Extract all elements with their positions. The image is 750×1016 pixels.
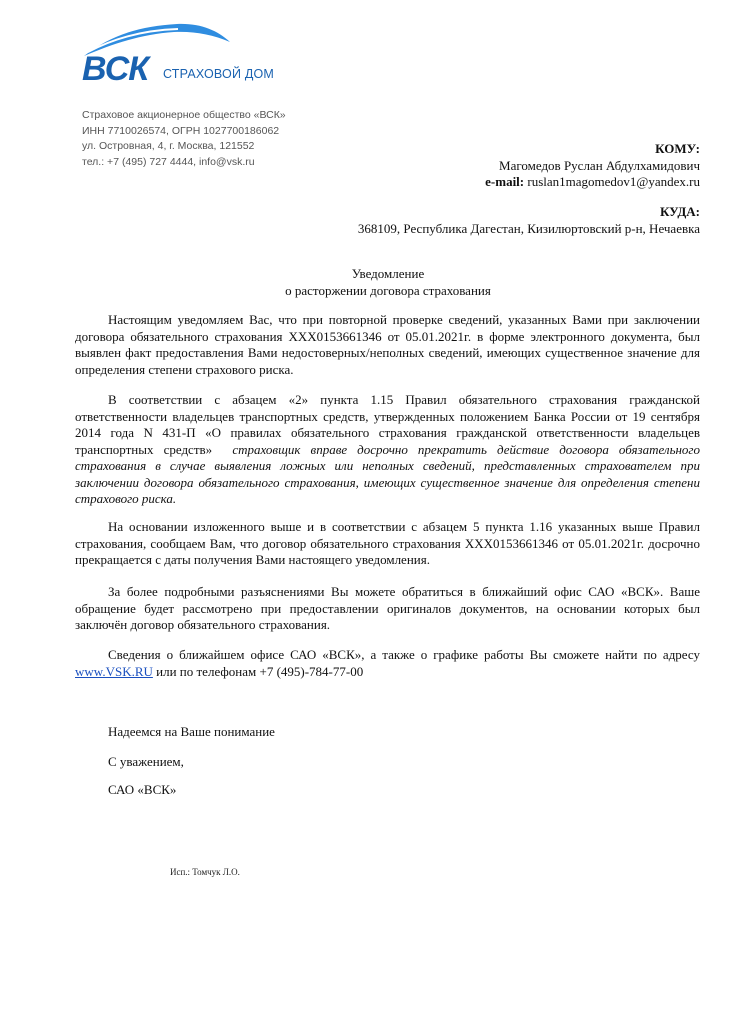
closing-hope: Надеемся на Ваше понимание xyxy=(108,724,275,739)
paragraph-5-phone: или по телефонам +7 (495)-784-77-00 xyxy=(156,663,364,679)
email-label: e-mail: xyxy=(485,174,525,189)
company-ids: ИНН 7710026574, ОГРН 1027700186062 xyxy=(82,124,280,137)
logo-brand: ВСК xyxy=(82,50,149,88)
document-subtitle: о расторжении договора страхования xyxy=(285,283,491,298)
recipient-email-line xyxy=(485,173,700,190)
closing-signature: САО «ВСК» xyxy=(108,782,177,797)
paragraph-2-italic: страховщик вправе досрочно прекратить действие договора обязательного страхования в случае выявления ложных или неполных сведений, представленных страхователем при заключении договора обязательного страхования, имеющих существенное значение для определения степени страхового риска. xyxy=(75,441,701,506)
recipient-email: ruslan1magomedov1@yandex.ru xyxy=(527,174,700,189)
company-name: Страховое акционерное общество «ВСК» xyxy=(82,109,286,121)
paragraph-5 xyxy=(75,647,700,680)
vsk-logo xyxy=(82,22,292,88)
paragraph-3: На основании изложенного выше и в соответствии с абзацем 5 пункта 1.16 указанных выше Правил страхования, сообщаем Вам, что договор обязательного страхования ХХХ0153661346 от 05.01.2021г. досрочно прекращается с даты получения Вами настоящего уведомления. xyxy=(75,519,700,567)
where-label: КУДА: xyxy=(659,204,700,219)
logo-subtitle: СТРАХОВОЙ ДОМ xyxy=(163,67,275,81)
recipient-address: 368109, Республика Дагестан, Кизилюртовский р-н, Нечаевка xyxy=(357,221,700,236)
paragraph-4: За более подробными разъяснениями Вы можете обратиться в ближайший офис САО «ВСК». Ваше обращение будет рассмотрено при предоставлении оригиналов документов, на основании которых был заключён договор обязательного страхования. xyxy=(75,584,700,632)
company-street: ул. Островная, 4, г. Москва, 121552 xyxy=(82,140,255,152)
to-label: КОМУ: xyxy=(655,141,700,156)
document-title: Уведомление xyxy=(351,266,425,281)
executor: Исп.: Томчук Л.О. xyxy=(170,867,240,877)
vsk-website-link[interactable]: www.VSK.RU xyxy=(75,663,153,679)
company-details xyxy=(82,108,286,170)
paragraph-5-text: Сведения о ближайшем офисе САО «ВСК», а также о графике работы Вы сможете найти по адресу xyxy=(108,647,700,662)
paragraph-2 xyxy=(75,392,700,508)
closing-regards: С уважением, xyxy=(108,754,184,769)
company-contacts: тел.: +7 (495) 727 4444, info@vsk.ru xyxy=(82,155,255,168)
paragraph-2-normal: В соответствии с абзацем «2» пункта 1.15 Правил обязательного страхования гражданской ответственности владельцев транспортных средств, утвержденных положением Банка России от 19 сентября 2014 года N 431-П «О правилах обязательного страхования гражданской ответственности владельцев транспортных средств» xyxy=(75,392,700,457)
paragraph-1: Настоящим уведомляем Вас, что при повторной проверке сведений, указанных Вами при заключении договора обязательного страхования ХХХ0153661346 от 05.01.2021г. в форме электронного документа, был выявлен факт предоставления Вами недостоверных/неполных сведений, имеющих существенное значение для определения степени страхового риска. xyxy=(75,312,700,377)
recipient-name: Магомедов Руслан Абдулхамидович xyxy=(499,158,700,173)
